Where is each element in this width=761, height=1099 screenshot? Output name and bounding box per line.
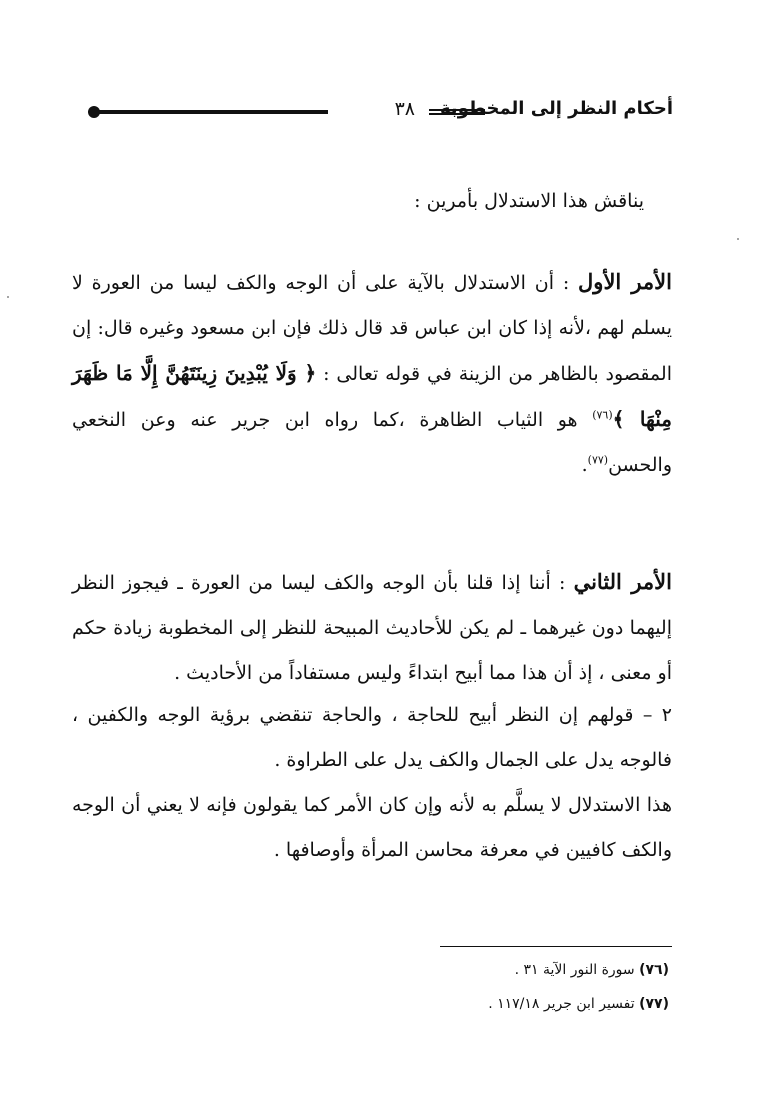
footnote-76 — [515, 962, 669, 978]
scan-speck — [737, 238, 739, 240]
second-point-text: : أننا إذا قلنا بأن الوجه والكف ليسا من العورة ـ فيجوز النظر إليهما دون غيرهما ـ لم يكن للأحاديث المبيحة للنظر إلى المخطوبة زيادة حكم أو معنى ، إذ أن هذا مما أبيح ابتداءً وليس مستفاداً من الأحاديث . — [72, 572, 672, 684]
page-number: ٣٨ — [394, 98, 415, 120]
running-header — [88, 92, 673, 132]
quran-verse: ﴿ وَلَا يُبْدِينَ زِينَتَهُنَّ إِلَّا مَا ظَهَرَ مِنْهَا ﴾ — [72, 361, 672, 431]
header-double-rule — [429, 109, 485, 115]
footnote-text: تفسير ابن جرير ١١٧/١٨ . — [488, 996, 640, 1012]
first-point-paragraph — [72, 259, 672, 488]
footnote-ref-77[interactable]: (٧٧) — [587, 453, 609, 467]
second-point-label: الأمر الثاني — [573, 569, 672, 594]
second-point-paragraph — [72, 559, 672, 696]
point-two-paragraph: ٢ – قولهم إن النظر أبيح للحاجة ، والحاجة تنقضي برؤية الوجه والكفين ، فالوجه يدل على الجمال والكف يدل على الطراوة . — [72, 704, 672, 771]
scan-speck — [7, 296, 9, 298]
first-point-label: الأمر الأول — [578, 269, 672, 294]
header-title: أحكام النظر إلى المخطوبة — [440, 98, 673, 119]
header-dot-ornament — [88, 106, 100, 118]
footnote-number: (٧٦) — [639, 962, 669, 978]
footnote-ref-76[interactable]: (٧٦) — [592, 408, 613, 422]
footnote-divider — [440, 946, 672, 947]
header-rule — [96, 110, 328, 114]
footnote-text: سورة النور الآية ٣١ . — [514, 962, 640, 978]
first-point-end: . — [581, 454, 588, 476]
first-point-text: : أن الاستدلال بالآية على أن الوجه والكف ليسا من العورة لا يسلم لهم ،لأنه إذا كان ابن عباس قد قال ذلك فإن ابن مسعود وغيره قال: إن المقصود بالظاهر من الزينة في قوله تعالى : — [72, 272, 672, 385]
intro-paragraph: يناقش هذا الاستدلال بأمرين : — [414, 190, 644, 212]
footnote-77 — [488, 996, 669, 1012]
footnote-number: (٧٧) — [639, 996, 669, 1012]
first-point-text-continued: هو الثياب الظاهرة ،كما رواه ابن جرير عنه وعن النخعي والحسن — [72, 409, 672, 476]
response-paragraph: هذا الاستدلال لا يسلَّم به لأنه وإن كان الأمر كما يقولون فإنه لا يعني أن الوجه والكف كافيين في معرفة محاسن المرأة وأوصافها . — [72, 794, 672, 861]
